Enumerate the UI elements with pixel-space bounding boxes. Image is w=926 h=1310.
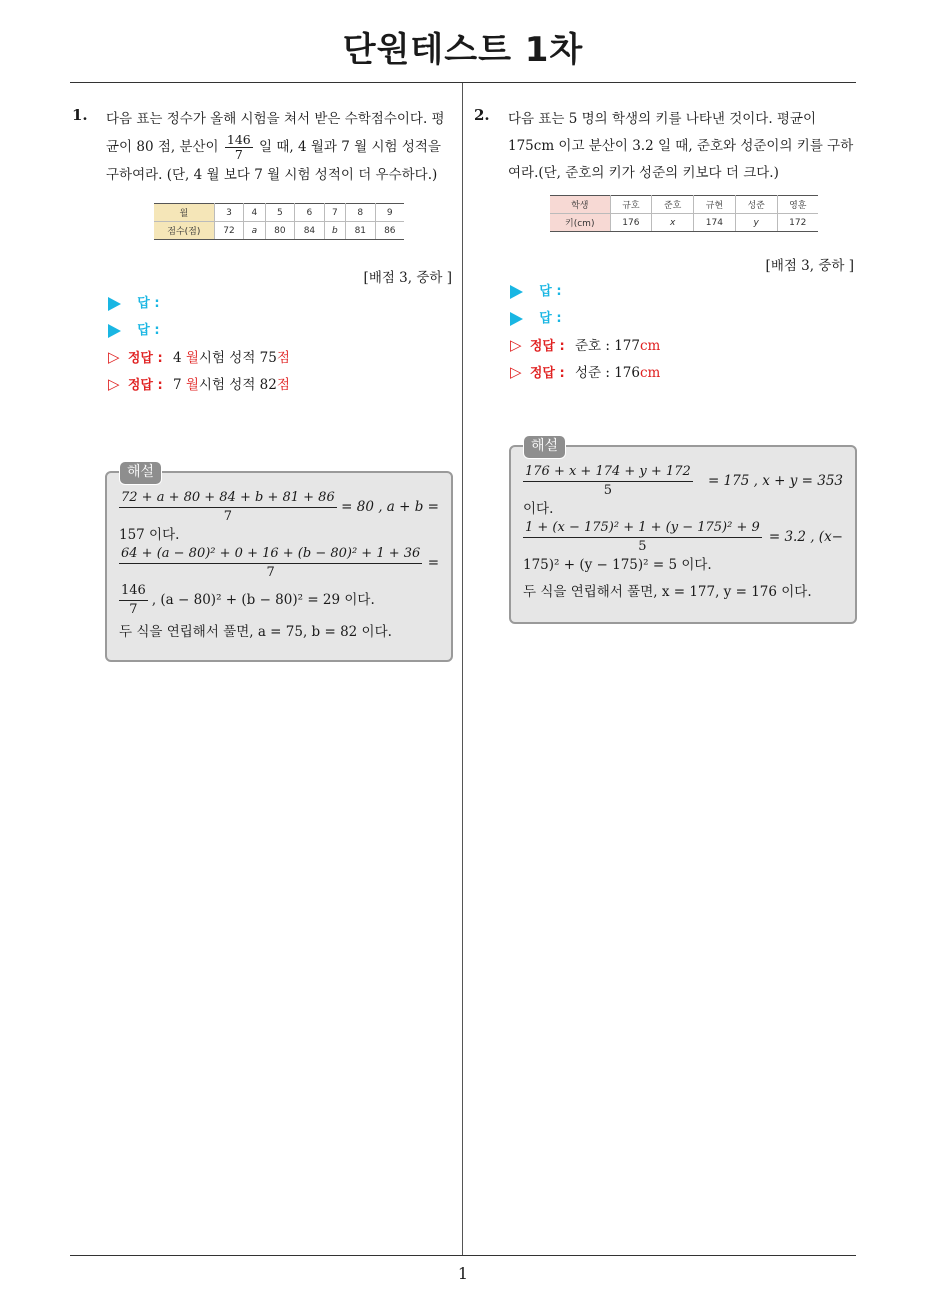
table-cell: x — [652, 214, 694, 232]
table-cell: 174 — [694, 214, 736, 232]
table-cell: 72 — [214, 222, 244, 240]
equation-rhs: = 3.2 , (x− — [768, 529, 843, 545]
fraction-numerator: 64 + (a − 80)² + 0 + 16 + (b − 80)² + 1 + 36 — [119, 545, 422, 564]
solution-tag: 해설 — [523, 435, 566, 459]
fraction-denominator: 7 — [266, 565, 275, 580]
solution-conclusion: 두 식을 연립해서 풀면, a = 75, b = 82 이다. — [119, 624, 392, 640]
table-cell: a — [244, 222, 265, 240]
answer-label: 답 : — [137, 296, 160, 311]
answer-label: 답 : — [539, 284, 562, 299]
table-cell: 영훈 — [777, 196, 818, 214]
answer-line[interactable] — [108, 317, 452, 344]
solution-fraction — [119, 582, 148, 619]
correct-answer-line — [510, 359, 854, 386]
solution-line: 157 이다. — [119, 527, 180, 543]
table-row — [154, 204, 404, 222]
solution-box — [509, 438, 857, 624]
correct-answer-line — [108, 344, 452, 371]
page-number: 1 — [457, 1264, 469, 1283]
answer-unit: 점 — [276, 350, 290, 366]
correct-label: 정답 : — [127, 351, 163, 366]
fraction-numerator: 176 + x + 174 + y + 172 — [523, 463, 693, 482]
points-difficulty: [배점 3, 중하 ] — [363, 270, 452, 286]
table-cell: 키(cm) — [550, 214, 610, 232]
top-rule — [70, 82, 856, 83]
fraction-denominator: 5 — [603, 483, 613, 498]
answer-unit: 월 — [185, 377, 199, 393]
answer-text: 준호 : 177 — [574, 338, 640, 354]
table-cell: 172 — [777, 214, 818, 232]
table-row — [550, 196, 818, 214]
table-cell: 81 — [346, 222, 376, 240]
fraction-denominator: 7 — [223, 509, 232, 524]
problem-text: 다음 표는 5 명의 학생의 키를 나타낸 것이다. 평균이 175cm 이고 분산이 3.2 일 때, 준호와 성준이의 키를 구하여라.(단, 준호의 키가 성준의 키보다 더 크다.) — [508, 111, 854, 181]
play-triangle-icon — [510, 312, 523, 326]
answer-number: 4 — [172, 350, 182, 366]
correct-label: 정답 : — [127, 378, 163, 393]
table-cell: 86 — [375, 222, 404, 240]
table-cell: 4 — [244, 204, 265, 222]
solution-fraction — [523, 463, 693, 500]
table-row — [154, 222, 404, 240]
fraction-numerator: 146 — [119, 582, 148, 601]
table-cell: 5 — [265, 204, 295, 222]
problem-text-part-b: 일 때, 4 월과 7 월 시험 성적을 구하여라. (단, 4 월 보다 7 월 시험 성적이 더 우수하다.) — [106, 139, 441, 183]
fraction-denominator: 7 — [234, 147, 243, 162]
outline-triangle-icon: ▷ — [108, 348, 120, 366]
answer-text: 시험 성적 82 — [198, 377, 277, 393]
answer-line[interactable] — [510, 305, 854, 332]
table-cell: 규현 — [694, 196, 736, 214]
fraction-numerator: 72 + a + 80 + 84 + b + 81 + 86 — [119, 489, 337, 508]
problem-1 — [72, 106, 452, 398]
column-divider — [462, 83, 463, 1255]
equation-rhs: = 80 , a + b = — [341, 499, 439, 515]
correct-answer-line — [510, 332, 854, 359]
solution-line — [119, 582, 439, 619]
table-row — [550, 214, 818, 232]
fraction-denominator: 7 — [129, 602, 138, 617]
solution-equation — [523, 519, 843, 556]
answer-line[interactable] — [510, 278, 854, 305]
solution-equation — [119, 489, 439, 526]
bottom-rule — [70, 1255, 856, 1256]
play-triangle-icon — [510, 285, 523, 299]
solution-fraction — [119, 489, 337, 526]
outline-triangle-icon: ▷ — [510, 336, 522, 354]
outline-triangle-icon: ▷ — [510, 363, 522, 381]
answer-number: 7 — [172, 377, 182, 393]
equation-rhs: = — [427, 555, 439, 571]
solution-fraction — [119, 545, 422, 582]
table-cell: 6 — [295, 204, 325, 222]
table-cell: 성준 — [735, 196, 777, 214]
problem-text — [106, 106, 452, 189]
solution-tag: 해설 — [119, 461, 162, 485]
table-cell: 84 — [295, 222, 325, 240]
table-cell: 학생 — [550, 196, 610, 214]
solution-line: 이다. — [523, 501, 554, 517]
solution-line: 175)² + (y − 175)² = 5 이다. — [523, 557, 712, 573]
fraction-denominator: 5 — [638, 539, 647, 554]
answer-unit: cm — [639, 338, 661, 354]
answer-unit: 점 — [276, 377, 290, 393]
correct-answer-line — [108, 371, 452, 398]
problem-number: 1. — [72, 106, 88, 124]
table-cell: 규호 — [610, 196, 652, 214]
solution-equation — [119, 545, 439, 582]
height-table — [550, 195, 818, 232]
solution-text: , (a − 80)² + (b − 80)² = 29 이다. — [151, 592, 375, 608]
solution-fraction — [523, 519, 762, 556]
table-cell: 점수(점) — [154, 222, 214, 240]
fraction-numerator: 1 + (x − 175)² + 1 + (y − 175)² + 9 — [523, 519, 762, 538]
answer-label: 답 : — [137, 323, 160, 338]
table-cell: 7 — [324, 204, 345, 222]
equation-rhs: = 175 , x + y = 353 — [707, 473, 843, 489]
table-cell: 월 — [154, 204, 214, 222]
answer-unit: 월 — [185, 350, 199, 366]
play-triangle-icon — [108, 324, 121, 338]
answer-text: 시험 성적 75 — [198, 350, 277, 366]
outline-triangle-icon: ▷ — [108, 375, 120, 393]
solution-box — [105, 464, 453, 662]
table-cell: y — [735, 214, 777, 232]
table-cell: 80 — [265, 222, 295, 240]
play-triangle-icon — [108, 297, 121, 311]
table-cell: 176 — [610, 214, 652, 232]
answer-label: 답 : — [539, 311, 562, 326]
points-difficulty: [배점 3, 중하 ] — [765, 258, 854, 274]
table-cell: 준호 — [652, 196, 694, 214]
answer-line[interactable] — [108, 290, 452, 317]
correct-label: 정답 : — [529, 366, 565, 381]
problem-2 — [474, 106, 854, 386]
answer-text: 성준 : 176 — [574, 365, 640, 381]
table-cell: 3 — [214, 204, 244, 222]
table-cell: 8 — [346, 204, 376, 222]
solution-conclusion: 두 식을 연립해서 풀면, x = 177, y = 176 이다. — [523, 584, 812, 600]
score-table — [154, 203, 404, 240]
problem-number: 2. — [474, 106, 490, 124]
correct-label: 정답 : — [529, 339, 565, 354]
variance-fraction — [225, 133, 253, 162]
table-cell: 9 — [375, 204, 404, 222]
problem-text-part-a: 다음 표는 정수가 올해 시험을 쳐서 받은 수학점수이다. 평균이 80 점, 분산이 — [106, 111, 445, 155]
table-cell: b — [324, 222, 345, 240]
fraction-numerator: 146 — [226, 132, 251, 147]
page-title: 단원테스트 1차 — [342, 30, 584, 70]
answer-unit: cm — [639, 365, 661, 381]
solution-equation — [523, 463, 843, 500]
